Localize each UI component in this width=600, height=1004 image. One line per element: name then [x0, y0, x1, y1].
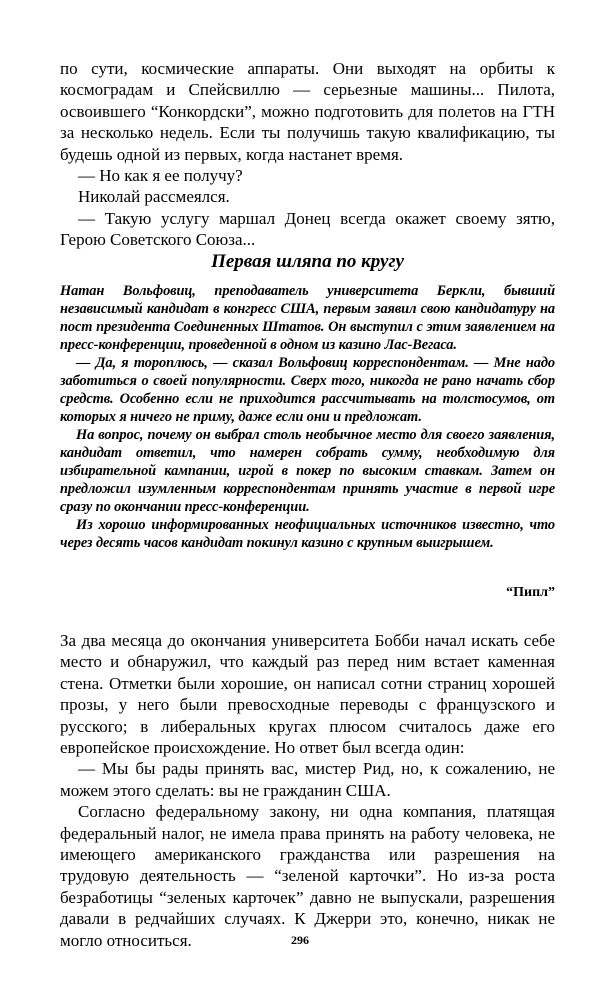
- inset-source: “Пипл”: [506, 585, 555, 600]
- paragraph: — Но как я ее получу?: [78, 166, 243, 186]
- paragraph: по сути, космические аппараты. Они выходят на орбиты к космоградам и Спейсвиллю — серьезные машины... Пилота, освоившего “Конкордски”, можно подготовить для полетов на ГТН за несколько недель. Если ты получишь такую квалификацию, ты будешь одной из первых, когда настанет время.: [60, 59, 555, 164]
- inset-paragraph: На вопрос, почему он выбрал столь необычное место для своего заявления, кандидат ответил, что намерен собрать сумму, необходимую для избирательной кампании, игрой в покер по высоким ставкам. Затем он предложил изумленным корреспондентам принять участие в первой игре сразу по окончании пресс-конференции.: [60, 427, 555, 515]
- inset-paragraph: — Да, я тороплюсь, — сказал Вольфовиц корреспондентам. — Мне надо заботиться о своей популярности. Сверх того, никогда не рано начать сбор средств. Особенно если не приходится рассчитывать на толстосумов, от которых я ничего не приму, даже если они и предложат.: [60, 355, 555, 425]
- bottom-text-block: [60, 630, 555, 951]
- paragraph: За два месяца до окончания университета Бобби начал искать себе место и обнаружил, что каждый раз перед ним встает каменная стена. Отметки были хорошие, он написал сотни страниц хорошей прозы, у него были превосходные переводы с французского и русского; в либеральных кругах плюсом считалось даже его европейское происхождение. Но ответ был всегда один:: [60, 631, 555, 758]
- news-inset: [60, 282, 555, 552]
- section-title: Первая шляпа по кругу: [211, 251, 404, 272]
- inset-paragraph: Натан Вольфовиц, преподаватель университета Беркли, бывший независимый кандидат в конгресс США, первым заявил свою кандидатуру на пост президента Соединенных Штатов. Он выступил с этим заявлением на пресс-конференции, проведенной в одном из казино Лас-Вегаса.: [60, 283, 555, 353]
- top-text-block: [60, 58, 555, 251]
- paragraph: — Мы бы рады принять вас, мистер Рид, но, к сожалению, не можем этого сделать: вы не гражданин США.: [60, 759, 555, 800]
- paragraph: — Такую услугу маршал Донец всегда окажет своему зятю, Герою Советского Союза...: [60, 208, 555, 250]
- paragraph: Николай рассмеялся.: [78, 187, 230, 207]
- inset-paragraph: Из хорошо информированных неофициальных источников известно, что через десять часов кандидат покинул казино с крупным выигрышем.: [60, 517, 555, 551]
- page-number: 296: [291, 933, 309, 947]
- paragraph: Согласно федеральному закону, ни одна компания, платящая федеральный налог, не имела права принять на работу человека, не имеющего американского гражданства или разрешения на трудовую деятельность — “зеленой карточки”. Но из-за роста безработицы “зеленых карточек” давно не выпускали, разрешения давали в редчайших случаях. К Джерри это, конечно, никак не могло относиться.: [60, 802, 555, 950]
